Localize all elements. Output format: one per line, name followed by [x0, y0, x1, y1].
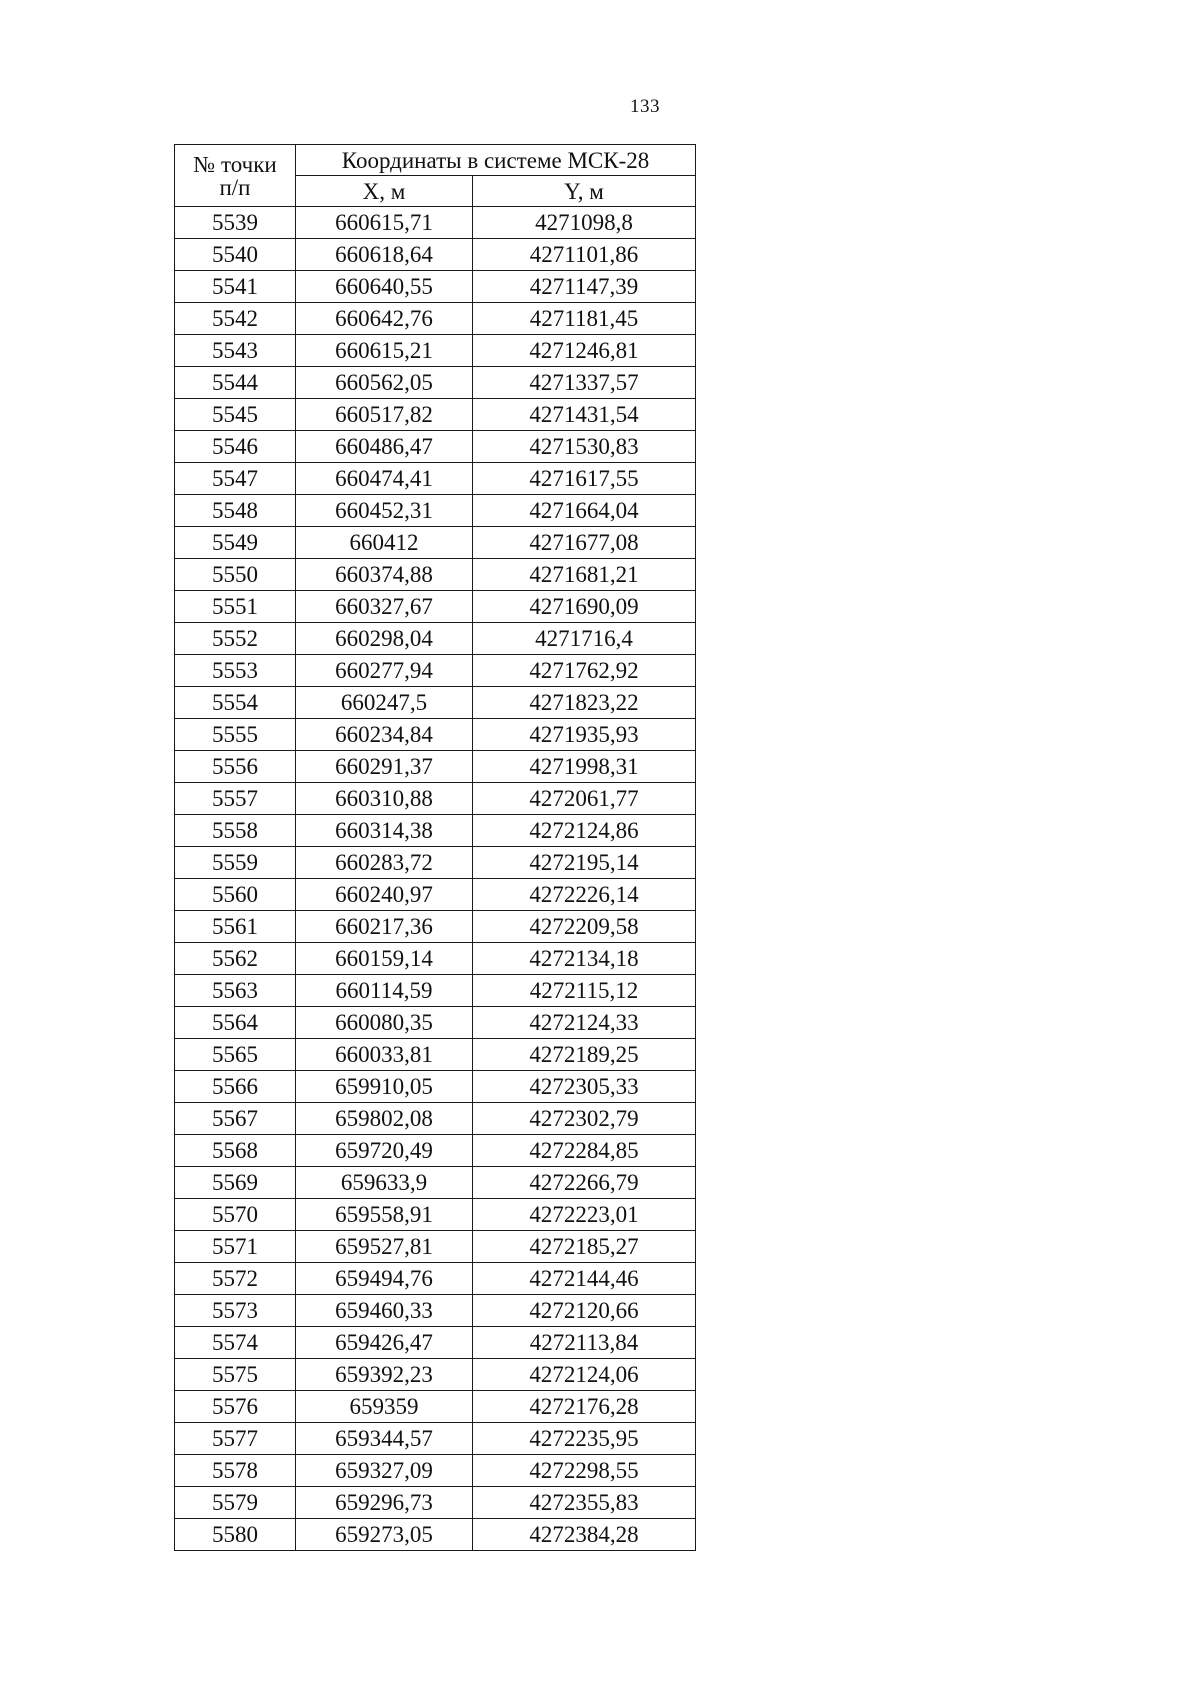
y-coordinate-cell: 4272189,25: [473, 1039, 696, 1071]
y-coordinate-cell: 4271617,55: [473, 463, 696, 495]
table-row: [175, 1519, 696, 1551]
y-coordinate-cell: 4271762,92: [473, 655, 696, 687]
table-row: [175, 943, 696, 975]
y-coordinate-cell: 4272195,14: [473, 847, 696, 879]
x-header: X, м: [296, 176, 473, 207]
table-row: [175, 495, 696, 527]
point-number-cell: 5578: [175, 1455, 296, 1487]
y-coordinate-cell: 4272124,86: [473, 815, 696, 847]
y-coordinate-cell: 4272302,79: [473, 1103, 696, 1135]
x-coordinate-cell: 659359: [296, 1391, 473, 1423]
x-coordinate-cell: 659633,9: [296, 1167, 473, 1199]
x-coordinate-cell: 660277,94: [296, 655, 473, 687]
y-coordinate-cell: 4272124,06: [473, 1359, 696, 1391]
x-coordinate-cell: 659527,81: [296, 1231, 473, 1263]
x-coordinate-cell: 660640,55: [296, 271, 473, 303]
x-coordinate-cell: 660562,05: [296, 367, 473, 399]
y-coordinate-cell: 4271690,09: [473, 591, 696, 623]
y-coordinate-cell: 4272115,12: [473, 975, 696, 1007]
table-row: [175, 239, 696, 271]
point-number-cell: 5550: [175, 559, 296, 591]
table-row: [175, 431, 696, 463]
y-coordinate-cell: 4271677,08: [473, 527, 696, 559]
table-row: [175, 367, 696, 399]
x-coordinate-cell: 660615,21: [296, 335, 473, 367]
y-coordinate-cell: 4271530,83: [473, 431, 696, 463]
point-number-cell: 5572: [175, 1263, 296, 1295]
x-coordinate-cell: 660114,59: [296, 975, 473, 1007]
x-coordinate-cell: 660452,31: [296, 495, 473, 527]
x-coordinate-cell: 660298,04: [296, 623, 473, 655]
x-coordinate-cell: 660474,41: [296, 463, 473, 495]
x-coordinate-cell: 660240,97: [296, 879, 473, 911]
y-coordinate-cell: 4271664,04: [473, 495, 696, 527]
point-number-cell: 5556: [175, 751, 296, 783]
point-number-cell: 5551: [175, 591, 296, 623]
table-row: [175, 1359, 696, 1391]
x-coordinate-cell: 660517,82: [296, 399, 473, 431]
y-coordinate-cell: 4272144,46: [473, 1263, 696, 1295]
point-number-cell: 5546: [175, 431, 296, 463]
point-number-cell: 5553: [175, 655, 296, 687]
y-coordinate-cell: 4271998,31: [473, 751, 696, 783]
y-coordinate-cell: 4272134,18: [473, 943, 696, 975]
y-coordinate-cell: 4271147,39: [473, 271, 696, 303]
x-coordinate-cell: 659296,73: [296, 1487, 473, 1519]
y-coordinate-cell: 4271101,86: [473, 239, 696, 271]
table-row: [175, 719, 696, 751]
table-row: [175, 1039, 696, 1071]
y-coordinate-cell: 4271716,4: [473, 623, 696, 655]
y-coordinate-cell: 4271181,45: [473, 303, 696, 335]
table-row: [175, 559, 696, 591]
x-coordinate-cell: 660618,64: [296, 239, 473, 271]
point-number-cell: 5571: [175, 1231, 296, 1263]
table-row: [175, 975, 696, 1007]
y-coordinate-cell: 4272209,58: [473, 911, 696, 943]
x-coordinate-cell: 660080,35: [296, 1007, 473, 1039]
table-row: [175, 1231, 696, 1263]
table-row: [175, 1103, 696, 1135]
page-number: 133: [630, 96, 660, 117]
table-row: [175, 1391, 696, 1423]
x-coordinate-cell: 659426,47: [296, 1327, 473, 1359]
y-coordinate-cell: 4271431,54: [473, 399, 696, 431]
y-coordinate-cell: 4271337,57: [473, 367, 696, 399]
table-row: [175, 1167, 696, 1199]
x-coordinate-cell: 660412: [296, 527, 473, 559]
table-row: [175, 1071, 696, 1103]
table-row: [175, 847, 696, 879]
x-coordinate-cell: 660234,84: [296, 719, 473, 751]
x-coordinate-cell: 660310,88: [296, 783, 473, 815]
x-coordinate-cell: 659494,76: [296, 1263, 473, 1295]
x-coordinate-cell: 660374,88: [296, 559, 473, 591]
point-number-cell: 5559: [175, 847, 296, 879]
x-coordinate-cell: 660291,37: [296, 751, 473, 783]
point-number-header: [175, 145, 296, 207]
y-coordinate-cell: 4272124,33: [473, 1007, 696, 1039]
point-number-cell: 5570: [175, 1199, 296, 1231]
point-number-cell: 5545: [175, 399, 296, 431]
table-row: [175, 911, 696, 943]
point-number-cell: 5580: [175, 1519, 296, 1551]
point-number-cell: 5566: [175, 1071, 296, 1103]
table-row: [175, 1007, 696, 1039]
point-number-cell: 5541: [175, 271, 296, 303]
coordinates-header: Координаты в системе МСК-28: [296, 145, 696, 176]
point-number-cell: 5543: [175, 335, 296, 367]
y-coordinate-cell: 4272061,77: [473, 783, 696, 815]
x-coordinate-cell: 659392,23: [296, 1359, 473, 1391]
table-row: [175, 1295, 696, 1327]
point-number-cell: 5579: [175, 1487, 296, 1519]
x-coordinate-cell: 660283,72: [296, 847, 473, 879]
table-row: [175, 271, 696, 303]
x-coordinate-cell: 659460,33: [296, 1295, 473, 1327]
coordinates-table: [174, 144, 696, 1551]
x-coordinate-cell: 659558,91: [296, 1199, 473, 1231]
x-coordinate-cell: 660615,71: [296, 207, 473, 239]
table-row: [175, 591, 696, 623]
x-coordinate-cell: 659273,05: [296, 1519, 473, 1551]
table-row: [175, 751, 696, 783]
table-row: [175, 1487, 696, 1519]
table-row: [175, 335, 696, 367]
table-row: [175, 623, 696, 655]
table-row: [175, 1199, 696, 1231]
point-number-header-line1: № точки: [193, 151, 277, 177]
point-number-cell: 5548: [175, 495, 296, 527]
point-number-cell: 5542: [175, 303, 296, 335]
point-number-cell: 5558: [175, 815, 296, 847]
y-coordinate-cell: 4272384,28: [473, 1519, 696, 1551]
y-coordinate-cell: 4272355,83: [473, 1487, 696, 1519]
y-coordinate-cell: 4271935,93: [473, 719, 696, 751]
table-row: [175, 207, 696, 239]
point-number-cell: 5552: [175, 623, 296, 655]
y-coordinate-cell: 4271246,81: [473, 335, 696, 367]
table-row: [175, 783, 696, 815]
y-coordinate-cell: 4272284,85: [473, 1135, 696, 1167]
y-coordinate-cell: 4272226,14: [473, 879, 696, 911]
x-coordinate-cell: 660327,67: [296, 591, 473, 623]
table-header: [175, 145, 696, 207]
point-number-header-line2: п/п: [219, 174, 251, 200]
point-number-cell: 5576: [175, 1391, 296, 1423]
point-number-cell: 5560: [175, 879, 296, 911]
x-coordinate-cell: 659720,49: [296, 1135, 473, 1167]
point-number-cell: 5549: [175, 527, 296, 559]
table-row: [175, 1263, 696, 1295]
table-row: [175, 527, 696, 559]
x-coordinate-cell: 660217,36: [296, 911, 473, 943]
x-coordinate-cell: 659910,05: [296, 1071, 473, 1103]
point-number-cell: 5557: [175, 783, 296, 815]
x-coordinate-cell: 660033,81: [296, 1039, 473, 1071]
y-header: Y, м: [473, 176, 696, 207]
y-coordinate-cell: 4271098,8: [473, 207, 696, 239]
x-coordinate-cell: 659802,08: [296, 1103, 473, 1135]
point-number-cell: 5565: [175, 1039, 296, 1071]
y-coordinate-cell: 4272113,84: [473, 1327, 696, 1359]
point-number-cell: 5569: [175, 1167, 296, 1199]
point-number-cell: 5577: [175, 1423, 296, 1455]
table-row: [175, 463, 696, 495]
y-coordinate-cell: 4272305,33: [473, 1071, 696, 1103]
y-coordinate-cell: 4271681,21: [473, 559, 696, 591]
x-coordinate-cell: 660159,14: [296, 943, 473, 975]
x-coordinate-cell: 659344,57: [296, 1423, 473, 1455]
point-number-cell: 5562: [175, 943, 296, 975]
table-row: [175, 1423, 696, 1455]
y-coordinate-cell: 4272298,55: [473, 1455, 696, 1487]
point-number-cell: 5575: [175, 1359, 296, 1391]
x-coordinate-cell: 659327,09: [296, 1455, 473, 1487]
x-coordinate-cell: 660247,5: [296, 687, 473, 719]
y-coordinate-cell: 4272176,28: [473, 1391, 696, 1423]
table-row: [175, 687, 696, 719]
table-row: [175, 399, 696, 431]
point-number-cell: 5544: [175, 367, 296, 399]
y-coordinate-cell: 4272223,01: [473, 1199, 696, 1231]
table-row: [175, 655, 696, 687]
table-body: [175, 207, 696, 1551]
table-row: [175, 1455, 696, 1487]
point-number-cell: 5554: [175, 687, 296, 719]
point-number-cell: 5567: [175, 1103, 296, 1135]
point-number-cell: 5564: [175, 1007, 296, 1039]
table-row: [175, 303, 696, 335]
table-row: [175, 1135, 696, 1167]
x-coordinate-cell: 660486,47: [296, 431, 473, 463]
point-number-cell: 5563: [175, 975, 296, 1007]
table-row: [175, 879, 696, 911]
point-number-cell: 5539: [175, 207, 296, 239]
point-number-cell: 5540: [175, 239, 296, 271]
table-row: [175, 815, 696, 847]
table-row: [175, 1327, 696, 1359]
point-number-cell: 5561: [175, 911, 296, 943]
point-number-cell: 5547: [175, 463, 296, 495]
x-coordinate-cell: 660314,38: [296, 815, 473, 847]
y-coordinate-cell: 4272185,27: [473, 1231, 696, 1263]
y-coordinate-cell: 4272235,95: [473, 1423, 696, 1455]
point-number-cell: 5573: [175, 1295, 296, 1327]
point-number-cell: 5574: [175, 1327, 296, 1359]
x-coordinate-cell: 660642,76: [296, 303, 473, 335]
y-coordinate-cell: 4272266,79: [473, 1167, 696, 1199]
y-coordinate-cell: 4271823,22: [473, 687, 696, 719]
point-number-cell: 5568: [175, 1135, 296, 1167]
y-coordinate-cell: 4272120,66: [473, 1295, 696, 1327]
point-number-cell: 5555: [175, 719, 296, 751]
